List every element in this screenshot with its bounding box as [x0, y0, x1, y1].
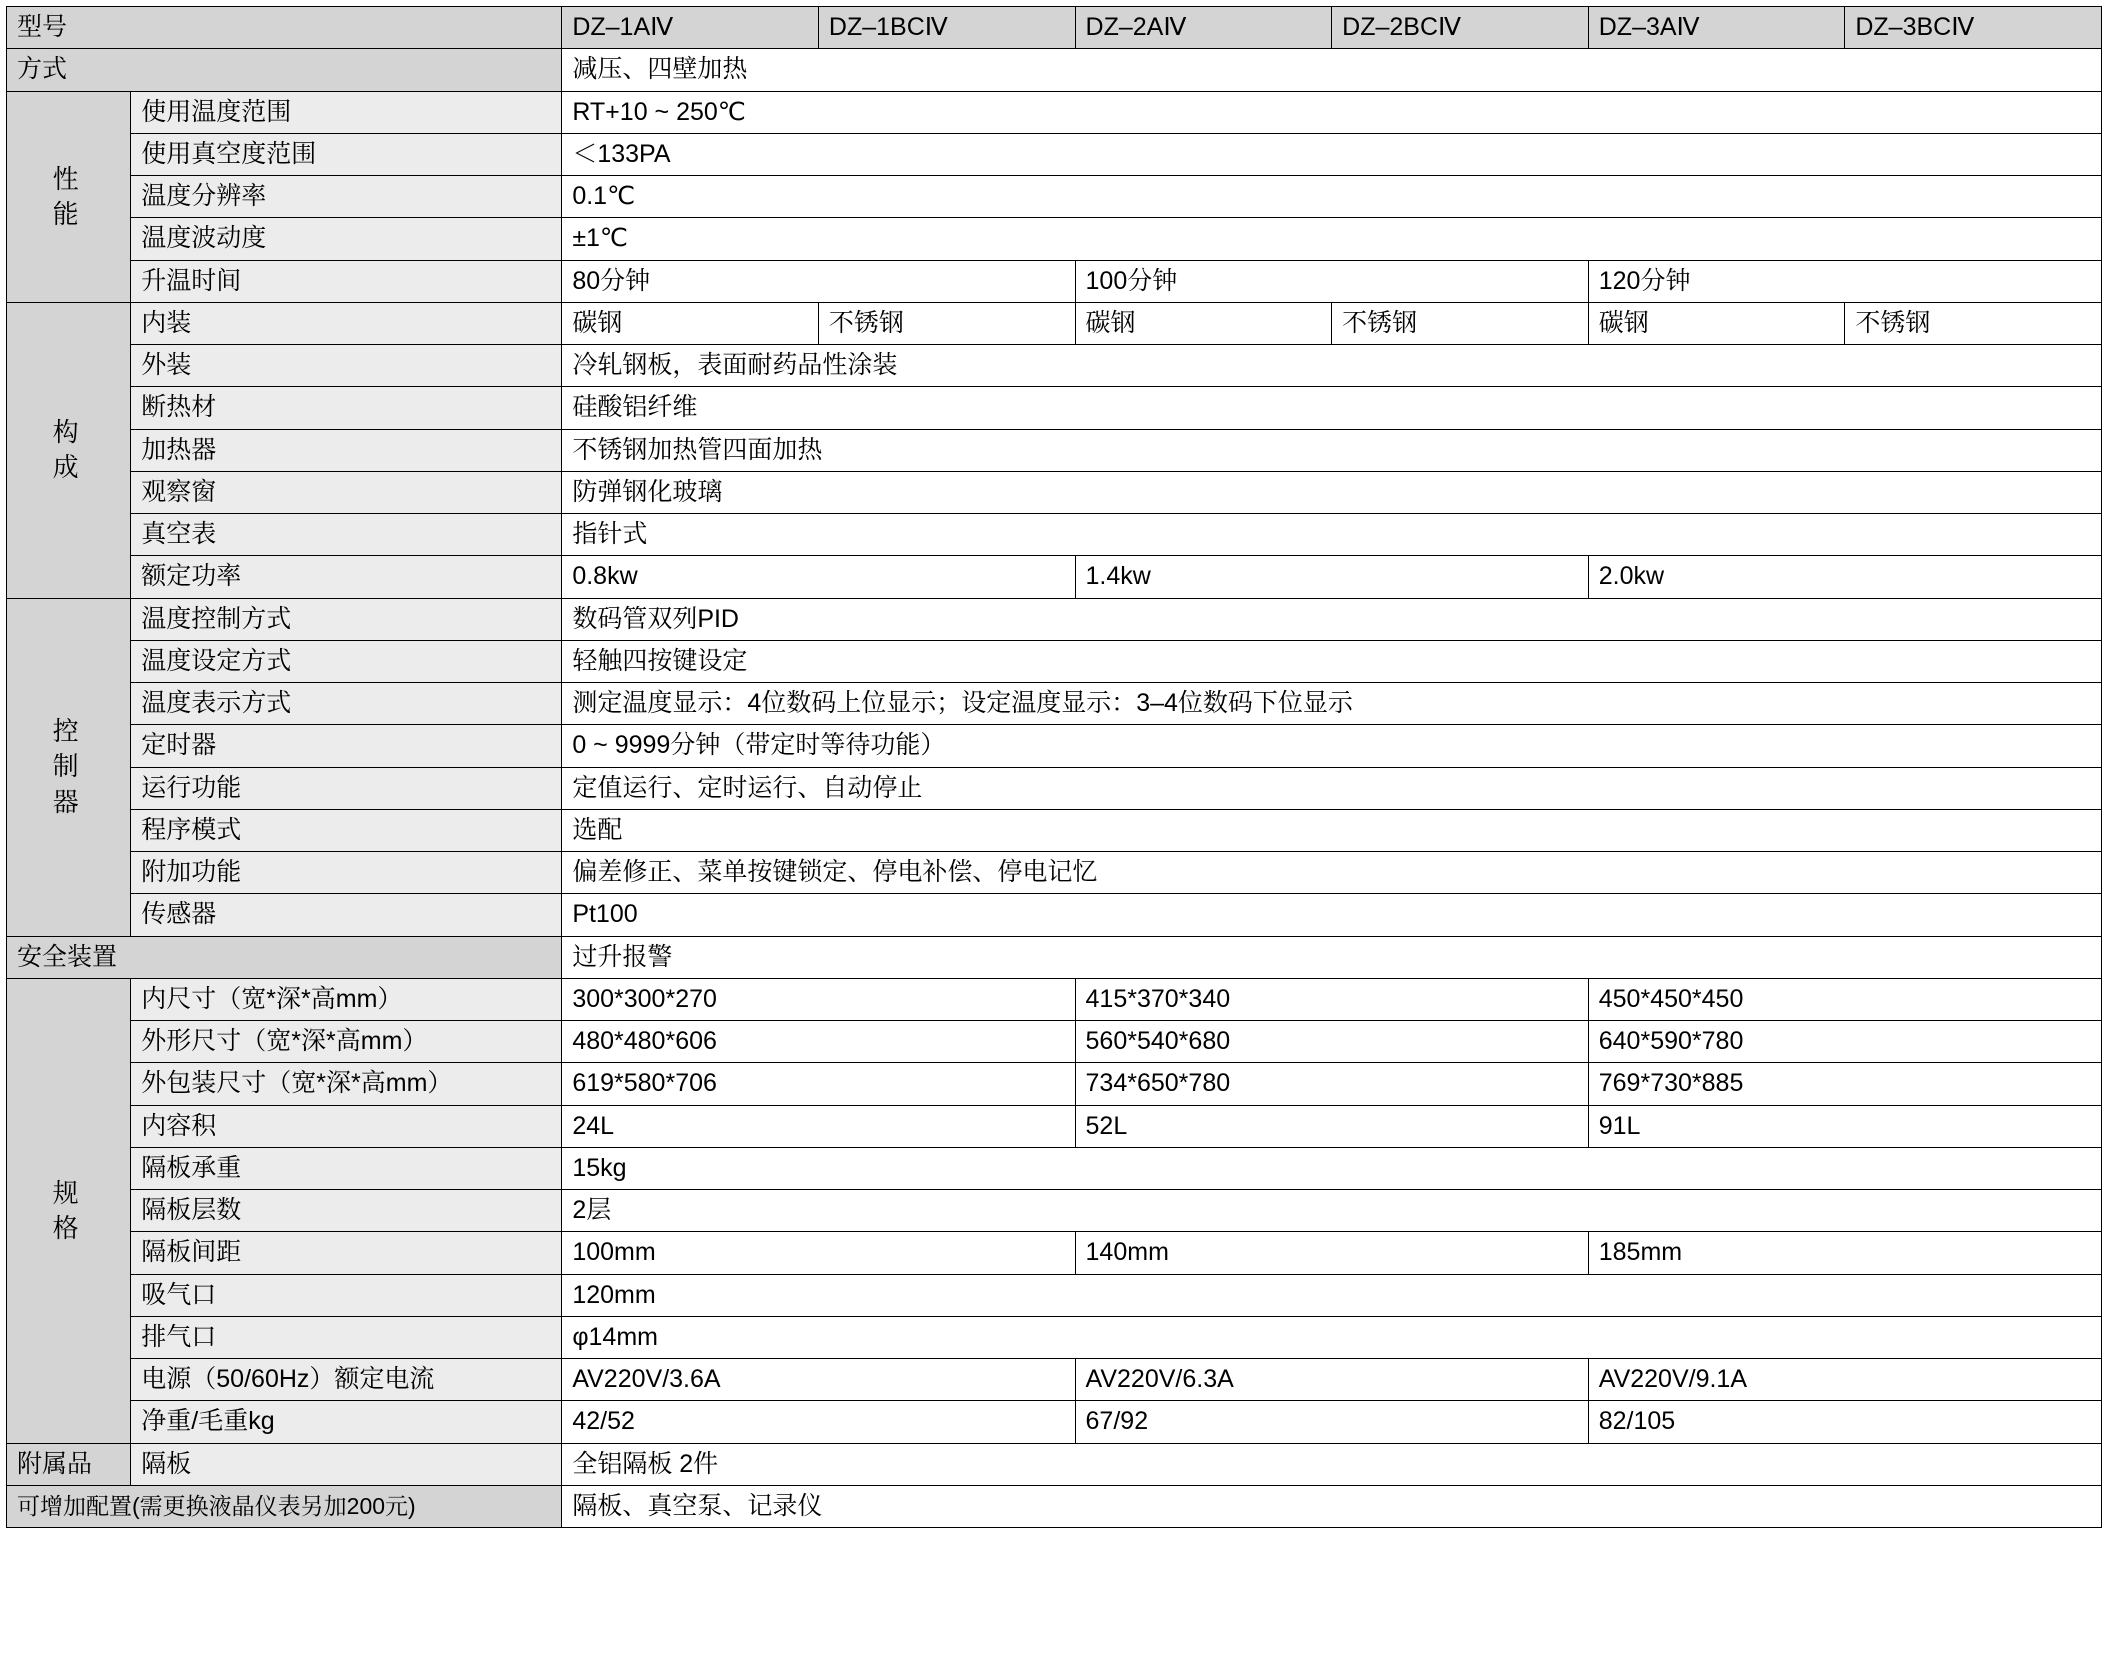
row-value-spec-2-c: 769*730*885	[1588, 1063, 2101, 1105]
row-label-ctrl-3: 定时器	[131, 725, 562, 767]
row-value-spec-6-a: 100mm	[562, 1232, 1075, 1274]
model-cell-2: DZ–1BCⅣ	[818, 7, 1075, 49]
row-value-spec-4: 15kg	[562, 1147, 2102, 1189]
row-value-spec-1-b: 560*540*680	[1075, 1021, 1588, 1063]
row-value-safety: 过升报警	[562, 936, 2102, 978]
row-value-cons-0-1: 碳钢	[562, 302, 819, 344]
row-value-cons-0-4: 不锈钢	[1332, 302, 1589, 344]
row-label-cons-3: 加热器	[131, 429, 562, 471]
row-label-ctrl-4: 运行功能	[131, 767, 562, 809]
row-sublabel-accessory: 隔板	[131, 1443, 562, 1485]
table-row-spec-package-size	[7, 1063, 2102, 1105]
row-label-spec-7: 吸气口	[131, 1274, 562, 1316]
group-label-performance-char-2: 能	[52, 198, 85, 229]
table-row-cons-outer	[7, 345, 2102, 387]
table-row-ctrl-program	[7, 809, 2102, 851]
row-value-cons-1: 冷轧钢板，表面耐药品性涂装	[562, 345, 2102, 387]
row-label-spec-6: 隔板间距	[131, 1232, 562, 1274]
row-value-spec-9-b: AV220V/6.3A	[1075, 1359, 1588, 1401]
row-label-ctrl-1: 温度设定方式	[131, 640, 562, 682]
row-value-cons-3: 不锈钢加热管四面加热	[562, 429, 2102, 471]
row-value-spec-10-c: 82/105	[1588, 1401, 2101, 1443]
group-label-specification	[7, 978, 131, 1443]
row-label-spec-8: 排气口	[131, 1316, 562, 1358]
row-label-spec-4: 隔板承重	[131, 1147, 562, 1189]
row-label-optional: 可增加配置(需更换液晶仪表另加200元)	[7, 1485, 562, 1527]
row-value-spec-6-b: 140mm	[1075, 1232, 1588, 1274]
row-label-cons-5: 真空表	[131, 514, 562, 556]
row-value-spec-0-a: 300*300*270	[562, 978, 1075, 1020]
row-value-spec-1-a: 480*480*606	[562, 1021, 1075, 1063]
row-value-perf-3: ±1℃	[562, 218, 2102, 260]
model-cell-6: DZ–3BCⅣ	[1845, 7, 2102, 49]
table-row-safety	[7, 936, 2102, 978]
row-value-perf-4-a: 80分钟	[562, 260, 1075, 302]
row-label-perf-4: 升温时间	[131, 260, 562, 302]
row-value-ctrl-2: 测定温度显示：4位数码上位显示；设定温度显示：3–4位数码下位显示	[562, 683, 2102, 725]
row-value-method: 减压、四壁加热	[562, 49, 2102, 91]
table-row-spec-intake	[7, 1274, 2102, 1316]
row-label-spec-10: 净重/毛重kg	[131, 1401, 562, 1443]
group-label-construction-char-1: 构	[52, 417, 85, 448]
row-value-optional: 隔板、真空泵、记录仪	[562, 1485, 2102, 1527]
model-cell-5: DZ–3AⅣ	[1588, 7, 1845, 49]
table-row-spec-outer-size	[7, 1021, 2102, 1063]
row-label-ctrl-6: 附加功能	[131, 852, 562, 894]
group-label-construction	[7, 302, 131, 598]
group-label-controller-char-2: 制	[52, 751, 85, 782]
row-value-perf-0: RT+10 ~ 250℃	[562, 91, 2102, 133]
model-cell-1: DZ–1AⅣ	[562, 7, 819, 49]
group-label-specification-char-2: 格	[52, 1212, 85, 1243]
row-value-ctrl-5: 选配	[562, 809, 2102, 851]
row-value-cons-0-2: 不锈钢	[818, 302, 1075, 344]
row-label-spec-2: 外包装尺寸（宽*深*高mm）	[131, 1063, 562, 1105]
row-value-cons-5: 指针式	[562, 514, 2102, 556]
table-row-perf-temp-range	[7, 91, 2102, 133]
row-label-method: 方式	[7, 49, 562, 91]
table-row-accessory	[7, 1443, 2102, 1485]
row-value-spec-8: φ14mm	[562, 1316, 2102, 1358]
table-row-spec-shelf-load	[7, 1147, 2102, 1189]
row-label-spec-3: 内容积	[131, 1105, 562, 1147]
row-value-spec-7: 120mm	[562, 1274, 2102, 1316]
row-value-spec-1-c: 640*590*780	[1588, 1021, 2101, 1063]
row-label-cons-4: 观察窗	[131, 471, 562, 513]
row-label-perf-2: 温度分辨率	[131, 176, 562, 218]
row-label-safety: 安全装置	[7, 936, 562, 978]
row-value-spec-10-a: 42/52	[562, 1401, 1075, 1443]
row-value-spec-3-b: 52L	[1075, 1105, 1588, 1147]
table-row-spec-weight	[7, 1401, 2102, 1443]
table-row-optional	[7, 1485, 2102, 1527]
row-value-spec-9-c: AV220V/9.1A	[1588, 1359, 2101, 1401]
row-value-ctrl-3: 0 ~ 9999分钟（带定时等待功能）	[562, 725, 2102, 767]
table-row-cons-insulation	[7, 387, 2102, 429]
table-row-spec-volume	[7, 1105, 2102, 1147]
row-label-cons-0: 内装	[131, 302, 562, 344]
row-value-spec-9-a: AV220V/3.6A	[562, 1359, 1075, 1401]
row-label-cons-1: 外装	[131, 345, 562, 387]
row-value-perf-1: ＜133PA	[562, 133, 2102, 175]
group-label-performance-char-1: 性	[52, 163, 85, 194]
row-value-perf-2: 0.1℃	[562, 176, 2102, 218]
row-value-spec-2-a: 619*580*706	[562, 1063, 1075, 1105]
table-row-perf-vacuum-range	[7, 133, 2102, 175]
row-label-spec-9: 电源（50/60Hz）额定电流	[131, 1359, 562, 1401]
table-row-spec-inner-size	[7, 978, 2102, 1020]
group-label-controller-char-3: 器	[52, 786, 85, 817]
group-label-controller	[7, 598, 131, 936]
row-label-accessory: 附属品	[7, 1443, 131, 1485]
row-label-perf-3: 温度波动度	[131, 218, 562, 260]
row-value-ctrl-1: 轻触四按键设定	[562, 640, 2102, 682]
row-label-cons-6: 额定功率	[131, 556, 562, 598]
row-label-perf-1: 使用真空度范围	[131, 133, 562, 175]
row-label-ctrl-0: 温度控制方式	[131, 598, 562, 640]
table-row-ctrl-sensor	[7, 894, 2102, 936]
row-label-ctrl-5: 程序模式	[131, 809, 562, 851]
row-label-spec-1: 外形尺寸（宽*深*高mm）	[131, 1021, 562, 1063]
row-label-spec-5: 隔板层数	[131, 1190, 562, 1232]
row-value-cons-0-5: 碳钢	[1588, 302, 1845, 344]
row-value-perf-4-b: 100分钟	[1075, 260, 1588, 302]
table-row-cons-gauge	[7, 514, 2102, 556]
table-row-spec-exhaust	[7, 1316, 2102, 1358]
row-value-cons-6-c: 2.0kw	[1588, 556, 2101, 598]
row-label-ctrl-2: 温度表示方式	[131, 683, 562, 725]
row-value-spec-6-c: 185mm	[1588, 1232, 2101, 1274]
group-label-construction-char-2: 成	[52, 452, 85, 483]
table-row-perf-heatup-time	[7, 260, 2102, 302]
row-value-cons-2: 硅酸铝纤维	[562, 387, 2102, 429]
group-label-performance	[7, 91, 131, 302]
table-row-spec-power	[7, 1359, 2102, 1401]
row-value-cons-0-3: 碳钢	[1075, 302, 1332, 344]
group-label-specification-char-1: 规	[52, 1177, 85, 1208]
row-value-spec-10-b: 67/92	[1075, 1401, 1588, 1443]
table-row-cons-power	[7, 556, 2102, 598]
row-value-spec-2-b: 734*650*780	[1075, 1063, 1588, 1105]
specification-table	[6, 6, 2102, 1528]
table-row-ctrl-setting	[7, 640, 2102, 682]
table-row-构成-inner	[7, 302, 2102, 344]
row-label-perf-0: 使用温度范围	[131, 91, 562, 133]
row-value-spec-3-a: 24L	[562, 1105, 1075, 1147]
row-value-ctrl-7: Pt100	[562, 894, 2102, 936]
row-value-cons-4: 防弹钢化玻璃	[562, 471, 2102, 513]
table-row-spec-shelf-spacing	[7, 1232, 2102, 1274]
table-row-cons-heater	[7, 429, 2102, 471]
row-value-spec-0-b: 415*370*340	[1075, 978, 1588, 1020]
row-value-accessory: 全铝隔板 2件	[562, 1443, 2102, 1485]
model-cell-4: DZ–2BCⅣ	[1332, 7, 1589, 49]
group-label-controller-char-1: 控	[52, 716, 85, 747]
row-label-spec-0: 内尺寸（宽*深*高mm）	[131, 978, 562, 1020]
row-value-spec-3-c: 91L	[1588, 1105, 2101, 1147]
table-row-perf-fluctuation	[7, 218, 2102, 260]
table-row-ctrl-mode	[7, 598, 2102, 640]
table-row-ctrl-timer	[7, 725, 2102, 767]
row-value-spec-0-c: 450*450*450	[1588, 978, 2101, 1020]
row-value-cons-6-b: 1.4kw	[1075, 556, 1588, 598]
table-row-model	[7, 7, 2102, 49]
model-cell-3: DZ–2AⅣ	[1075, 7, 1332, 49]
row-value-ctrl-0: 数码管双列PID	[562, 598, 2102, 640]
row-value-spec-5: 2层	[562, 1190, 2102, 1232]
table-row-spec-shelf-count	[7, 1190, 2102, 1232]
row-value-ctrl-4: 定值运行、定时运行、自动停止	[562, 767, 2102, 809]
table-row-cons-window	[7, 471, 2102, 513]
table-row-ctrl-run	[7, 767, 2102, 809]
table-row-ctrl-extra	[7, 852, 2102, 894]
row-value-cons-0-6: 不锈钢	[1845, 302, 2102, 344]
table-row-ctrl-display	[7, 683, 2102, 725]
row-label-ctrl-7: 传感器	[131, 894, 562, 936]
table-row-method	[7, 49, 2102, 91]
row-label-cons-2: 断热材	[131, 387, 562, 429]
row-value-perf-4-c: 120分钟	[1588, 260, 2101, 302]
row-value-cons-6-a: 0.8kw	[562, 556, 1075, 598]
row-value-ctrl-6: 偏差修正、菜单按键锁定、停电补偿、停电记忆	[562, 852, 2102, 894]
table-row-perf-resolution	[7, 176, 2102, 218]
row-label-model: 型号	[7, 7, 562, 49]
